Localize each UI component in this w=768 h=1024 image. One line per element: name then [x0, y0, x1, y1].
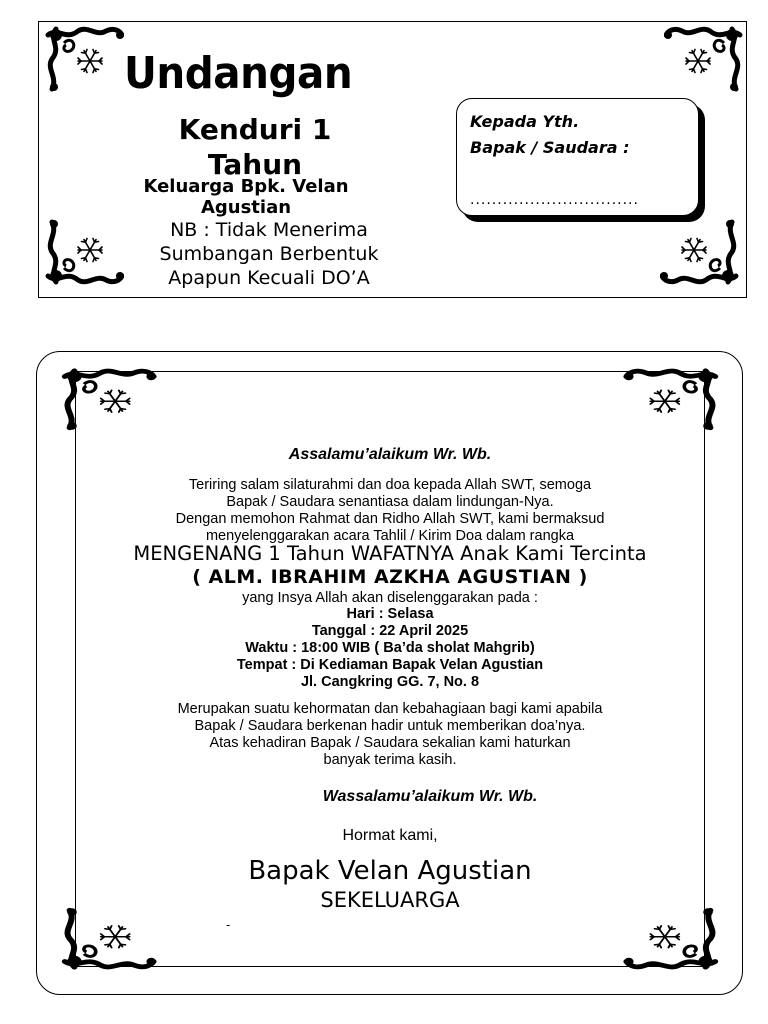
- closing-line: Merupakan suatu kehormatan dan kebahagiaan bagi kami apabila: [177, 701, 603, 717]
- signature-family: SEKELUARGA: [320, 888, 460, 912]
- address-blank-line: ...............................: [470, 192, 639, 208]
- stray-mark: -: [226, 918, 231, 932]
- intro-line: menyelenggarakan acara Tahlil / Kirim Doa dalam rangka: [205, 528, 575, 544]
- corner-ornament-top-left: [60, 367, 160, 433]
- corner-ornament-top-left: [44, 25, 124, 95]
- address-salutation: Bapak / Saudara :: [470, 138, 630, 157]
- regards-text: Hormat kami,: [342, 827, 438, 844]
- deceased-name: ( ALM. IBRAHIM AZKHA AGUSTIAN ): [192, 566, 588, 588]
- corner-ornament-top-right: [664, 25, 744, 95]
- event-place: Tempat : Di Kediaman Bapak Velan Agustian: [236, 657, 544, 673]
- corner-ornament-bottom-right: [620, 905, 720, 971]
- host-family: Keluarga Bpk. Velan Agustian: [143, 176, 349, 218]
- address-recipient-label: Kepada Yth.: [470, 112, 580, 131]
- corner-ornament-top-right: [620, 367, 720, 433]
- closing-greeting: Wassalamu’alaikum Wr. Wb.: [322, 788, 538, 805]
- occasion-heading: MENGENANG 1 Tahun WAFATNYA Anak Kami Tercinta: [133, 542, 647, 565]
- closing-line: banyak terima kasih.: [323, 752, 457, 768]
- intro-line: Dengan memohon Rahmat dan Ridho Allah SWT, kami bermaksud: [175, 511, 605, 527]
- closing-line: Atas kehadiran Bapak / Saudara sekalian kami haturkan: [209, 735, 571, 751]
- corner-ornament-bottom-right: [660, 216, 740, 286]
- schedule-lead: yang Insya Allah akan diselenggarakan pada :: [242, 590, 538, 606]
- event-date: Tanggal : 22 April 2025: [311, 623, 469, 639]
- event-time: Waktu : 18:00 WIB ( Ba’da sholat Mahgrib): [245, 640, 535, 656]
- closing-line: Bapak / Saudara berkenan hadir untuk memberikan doa’nya.: [194, 718, 586, 734]
- intro-line: Bapak / Saudara senantiasa dalam lindungan-Nya.: [226, 494, 554, 510]
- corner-ornament-bottom-left: [60, 905, 160, 971]
- intro-line: Teriring salam silaturahmi dan doa kepada Allah SWT, semoga: [188, 477, 592, 493]
- corner-ornament-bottom-left: [44, 216, 124, 286]
- invitation-title: Undangan: [124, 48, 353, 99]
- signature-name: Bapak Velan Agustian: [248, 856, 532, 886]
- event-street: Jl. Cangkring GG. 7, No. 8: [300, 674, 480, 690]
- event-day: Hari : Selasa: [346, 606, 434, 622]
- opening-greeting: Assalamu’alaikum Wr. Wb.: [288, 446, 492, 463]
- note-text: NB : Tidak Menerima Sumbangan Berbentuk Apapun Kecuali DO’A: [159, 219, 379, 289]
- event-subtitle: Kenduri 1 Tahun: [178, 113, 332, 181]
